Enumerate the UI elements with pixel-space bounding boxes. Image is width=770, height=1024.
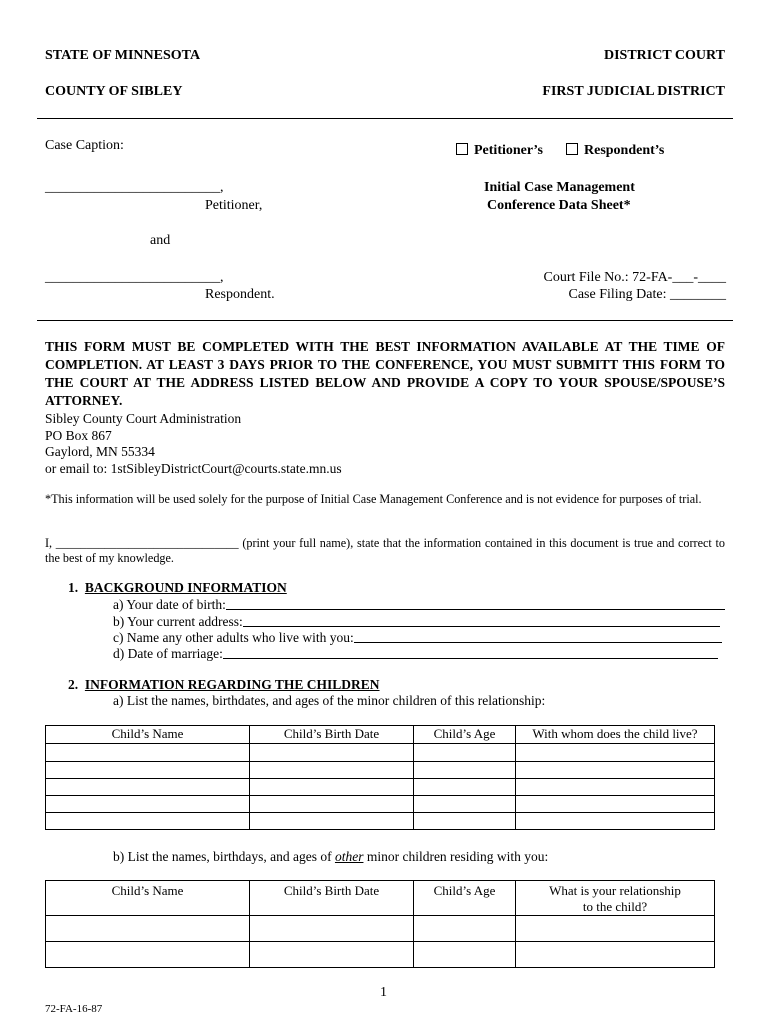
table-cell[interactable] (250, 744, 414, 762)
petitioner-name-blank[interactable]: _________________________, (45, 180, 224, 195)
table-row (46, 916, 715, 942)
instructions-paragraph: THIS FORM MUST BE COMPLETED WITH THE BEST INFORMATION AVAILABLE AT THE TIME OF COMPLETION. AT LEAST 3 DAYS PRIOR TO THE CONFERENCE, YOU MUST SUBMITT THIS FORM TO THE COURT AT THE ADDRESS LISTED BELOW AND PROVIDE A COPY TO YOUR SPOUSE/SPOUSE’S ATTORNEY. (45, 339, 725, 408)
table-cell[interactable] (516, 744, 715, 762)
court-file-number[interactable]: Court File No.: 72-FA-___-____ (543, 270, 726, 285)
table-row (46, 779, 715, 796)
date-of-birth-field[interactable] (113, 597, 725, 613)
form-title-line2: Conference Data Sheet* (487, 198, 631, 213)
date-of-marriage-label: d) Date of marriage: (113, 646, 223, 661)
column-header-age: Child’s Age (414, 726, 516, 744)
children-instruction-a: a) List the names, birthdates, and ages of the minor children of this relationship: (113, 693, 546, 708)
caption-divider (37, 320, 733, 321)
section-2-heading (68, 677, 380, 693)
table-cell[interactable] (414, 744, 516, 762)
state-heading: STATE OF MINNESOTA (45, 48, 201, 63)
table-cell[interactable] (250, 779, 414, 796)
table-cell[interactable] (414, 916, 516, 942)
table-cell[interactable] (414, 779, 516, 796)
respondent-option[interactable] (566, 143, 664, 159)
relationship-header-line2: to the child? (582, 899, 648, 914)
table-cell[interactable] (250, 796, 414, 813)
date-of-marriage-line[interactable] (223, 646, 718, 659)
section-2-title: INFORMATION REGARDING THE CHILDREN (84, 677, 380, 692)
table-cell[interactable] (516, 813, 715, 830)
table-row (46, 796, 715, 813)
page-number: 1 (380, 985, 387, 1000)
table-row (46, 942, 715, 968)
and-label: and (150, 233, 171, 248)
address-email-line: or email to: 1stSibleyDistrictCourt@courts.state.mn.us (45, 460, 342, 476)
district-heading: FIRST JUDICIAL DISTRICT (542, 84, 725, 99)
table-cell[interactable] (250, 942, 414, 968)
column-header-lives-with: With whom does the child live? (516, 726, 715, 744)
column-header-birth-date: Child’s Birth Date (250, 726, 414, 744)
date-of-birth-label: a) Your date of birth: (113, 597, 226, 612)
table-cell[interactable] (516, 916, 715, 942)
column-header-relationship (516, 881, 715, 916)
other-adults-field[interactable] (113, 630, 722, 646)
table-cell[interactable] (516, 779, 715, 796)
children-instruction-b (113, 849, 548, 865)
table-cell[interactable] (250, 762, 414, 779)
table-cell[interactable] (414, 762, 516, 779)
children-table-header-row (46, 726, 715, 744)
other-adults-line[interactable] (354, 630, 722, 643)
address-line-3: Gaylord, MN 55334 (45, 444, 155, 459)
court-heading: DISTRICT COURT (603, 48, 725, 63)
petitioner-label: Petitioner, (205, 198, 263, 213)
respondent-name-blank[interactable]: _________________________, (45, 270, 224, 285)
table-cell[interactable] (46, 779, 250, 796)
address-line-2: PO Box 867 (45, 427, 112, 443)
court-address (45, 411, 342, 477)
column-header-birth-date: Child’s Birth Date (250, 881, 414, 916)
current-address-line[interactable] (243, 614, 720, 627)
usage-note: *This information will be used solely for the purpose of Initial Case Management Conference and is not evidence for purposes of trial. (45, 492, 702, 506)
respondent-option-label: Respondent’s (584, 143, 665, 158)
top-divider (37, 118, 733, 119)
column-header-child-name: Child’s Name (46, 726, 250, 744)
form-title-line1: Initial Case Management (484, 180, 635, 195)
table-cell[interactable] (46, 744, 250, 762)
column-header-age: Child’s Age (414, 881, 516, 916)
petitioner-checkbox[interactable] (456, 143, 468, 155)
petitioner-option[interactable] (456, 143, 543, 159)
table-cell[interactable] (250, 813, 414, 830)
table-cell[interactable] (516, 796, 715, 813)
other-children-header-row (46, 881, 715, 916)
section-1-number: 1. (68, 580, 79, 595)
form-code: 72-FA-16-87 (45, 1003, 103, 1015)
other-adults-label: c) Name any other adults who live with you: (113, 630, 354, 645)
table-cell[interactable] (414, 942, 516, 968)
table-cell[interactable] (414, 813, 516, 830)
relationship-header-line1: What is your relationship (549, 883, 681, 898)
respondent-checkbox[interactable] (566, 143, 578, 155)
section-1-heading (68, 580, 287, 596)
county-heading: COUNTY OF SIBLEY (45, 84, 183, 99)
current-address-field[interactable] (113, 614, 720, 630)
case-filing-date[interactable]: Case Filing Date: ________ (568, 287, 726, 302)
current-address-label: b) Your current address: (113, 614, 243, 629)
children-table (45, 725, 715, 830)
table-row (46, 762, 715, 779)
attestation-statement[interactable]: I, ______________________________ (print your full name), state that the information contained in this document is true and correct to the best of my knowledge. (45, 536, 725, 565)
instruction-b-prefix: b) List the names, birthdays, and ages of (113, 849, 335, 864)
instruction-b-suffix: minor children residing with you: (363, 849, 549, 864)
date-of-marriage-field[interactable] (113, 646, 718, 662)
table-cell[interactable] (46, 762, 250, 779)
table-cell[interactable] (516, 942, 715, 968)
other-children-table (45, 880, 715, 968)
table-row (46, 744, 715, 762)
table-cell[interactable] (46, 796, 250, 813)
table-cell[interactable] (516, 762, 715, 779)
table-cell[interactable] (46, 813, 250, 830)
petitioner-option-label: Petitioner’s (474, 143, 543, 158)
instruction-b-emphasis: other (334, 849, 364, 864)
address-line-1: Sibley County Court Administration (45, 411, 242, 426)
section-2-number: 2. (68, 677, 79, 692)
table-cell[interactable] (250, 916, 414, 942)
respondent-label: Respondent. (205, 287, 275, 302)
table-cell[interactable] (46, 916, 250, 942)
table-cell[interactable] (414, 796, 516, 813)
section-1-title: BACKGROUND INFORMATION (84, 580, 287, 595)
column-header-child-name: Child’s Name (46, 881, 250, 916)
table-row (46, 813, 715, 830)
case-caption-label: Case Caption: (45, 138, 124, 153)
table-cell[interactable] (46, 942, 250, 968)
date-of-birth-line[interactable] (226, 597, 725, 610)
